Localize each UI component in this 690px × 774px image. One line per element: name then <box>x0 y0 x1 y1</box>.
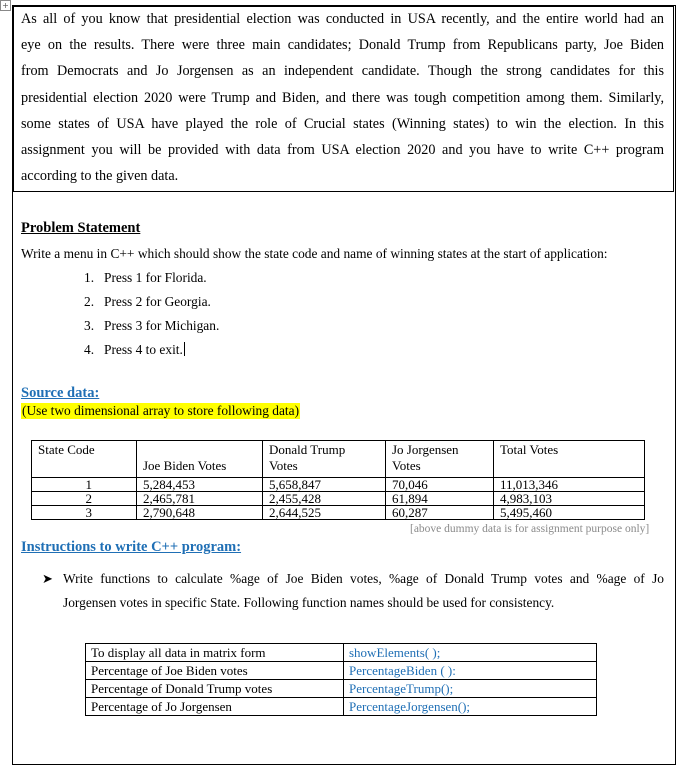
instructions-heading: Instructions to write C++ program: <box>21 539 242 555</box>
menu-item-text: Press 3 for Michigan. <box>104 318 220 333</box>
instruction-line: Jorgensen votes in specific State. Following function names should be used for consistency. <box>63 595 555 610</box>
cell-total: 5,495,460 <box>494 506 645 520</box>
cell-biden: 2,465,781 <box>137 492 263 506</box>
table-header-row <box>32 441 645 478</box>
intro-line: presidential election 2020 were Trump and Biden, and there was tough competition among them. Similarly, <box>21 90 664 106</box>
menu-item-florida <box>84 270 207 286</box>
table-row <box>32 506 645 520</box>
function-description: To display all data in matrix form <box>86 644 344 662</box>
table-row <box>86 698 597 716</box>
menu-item-number: 3. <box>84 318 95 333</box>
function-name: PercentageTrump(); <box>344 680 597 698</box>
menu-item-number: 1. <box>84 270 95 285</box>
header-jorgensen <box>386 441 494 478</box>
cell-jorgensen: 61,894 <box>386 492 494 506</box>
cell-jorgensen: 70,046 <box>386 478 494 492</box>
source-data-heading: Source data: <box>21 385 100 401</box>
problem-statement: Write a menu in C++ which should show the state code and name of winning states at the start of application: <box>21 246 608 261</box>
header-biden <box>137 441 263 478</box>
intro-line: from Democrats and Jo Jorgensen as an independent candidate. Though the strong candidates for this <box>21 63 664 79</box>
menu-item-number: 4. <box>84 342 95 357</box>
header-state-code: State Code <box>32 441 137 478</box>
cell-trump: 5,658,847 <box>263 478 386 492</box>
function-description: Percentage of Donald Trump votes <box>86 680 344 698</box>
cell-state-code: 2 <box>32 492 137 506</box>
function-description: Percentage of Joe Biden votes <box>86 662 344 680</box>
cell-trump: 2,455,428 <box>263 492 386 506</box>
menu-item-text: Press 4 to exit. <box>104 342 183 357</box>
menu-item-michigan <box>84 318 219 334</box>
cell-biden: 2,790,648 <box>137 506 263 520</box>
cell-trump: 2,644,525 <box>263 506 386 520</box>
function-name: PercentageBiden ( ): <box>344 662 597 680</box>
arrow-bullet-icon: ➤ <box>42 571 53 586</box>
instruction-line: Write functions to calculate %age of Joe Biden votes, %age of Donald Trump votes and %age of Jo <box>63 571 664 586</box>
intro-line: As all of you know that presidential election was conducted in USA recently, and the entire world had an <box>21 11 664 27</box>
problem-heading: Problem Statement <box>21 220 141 236</box>
header-biden-label: Joe Biden Votes <box>143 458 227 473</box>
cell-biden: 5,284,453 <box>137 478 263 492</box>
intro-line: according to the given data. <box>21 168 179 184</box>
menu-item-georgia <box>84 294 211 310</box>
table-row <box>86 680 597 698</box>
table-row <box>32 478 645 492</box>
election-data-table <box>31 440 645 520</box>
function-names-table <box>85 643 597 716</box>
cell-state-code: 1 <box>32 478 137 492</box>
header-trump <box>263 441 386 478</box>
header-jo-top: Jo Jorgensen <box>392 442 459 457</box>
intro-line: assignment you will be provided with data from USA election 2020 and you have to write C++ program <box>21 142 664 158</box>
menu-item-text: Press 1 for Florida. <box>104 270 207 285</box>
cell-total: 4,983,103 <box>494 492 645 506</box>
table-row <box>86 662 597 680</box>
source-data-note: (Use two dimensional array to store following data) <box>22 403 300 418</box>
table-row <box>86 644 597 662</box>
table-row <box>32 492 645 506</box>
function-name: PercentageJorgensen(); <box>344 698 597 716</box>
menu-item-exit <box>84 342 185 358</box>
header-trump-top: Donald Trump <box>269 442 346 457</box>
table-move-handle-icon[interactable]: + <box>0 0 11 11</box>
header-jo-bottom: Votes <box>392 458 421 473</box>
text-cursor <box>184 342 185 356</box>
intro-line: some states of USA have played the role of Crucial states (Winning states) to win the election. In this <box>21 116 664 132</box>
header-trump-bottom: Votes <box>269 458 298 473</box>
cell-jorgensen: 60,287 <box>386 506 494 520</box>
function-description: Percentage of Jo Jorgensen <box>86 698 344 716</box>
menu-item-number: 2. <box>84 294 95 309</box>
function-name: showElements( ); <box>344 644 597 662</box>
cell-state-code: 3 <box>32 506 137 520</box>
menu-item-text: Press 2 for Georgia. <box>104 294 211 309</box>
cell-total: 11,013,346 <box>494 478 645 492</box>
dummy-data-footnote: [above dummy data is for assignment purpose only] <box>410 523 650 535</box>
intro-line: eye on the results. There were three main candidates; Donald Trump from Republicans party, Joe Biden <box>21 37 664 53</box>
header-total: Total Votes <box>494 441 645 478</box>
